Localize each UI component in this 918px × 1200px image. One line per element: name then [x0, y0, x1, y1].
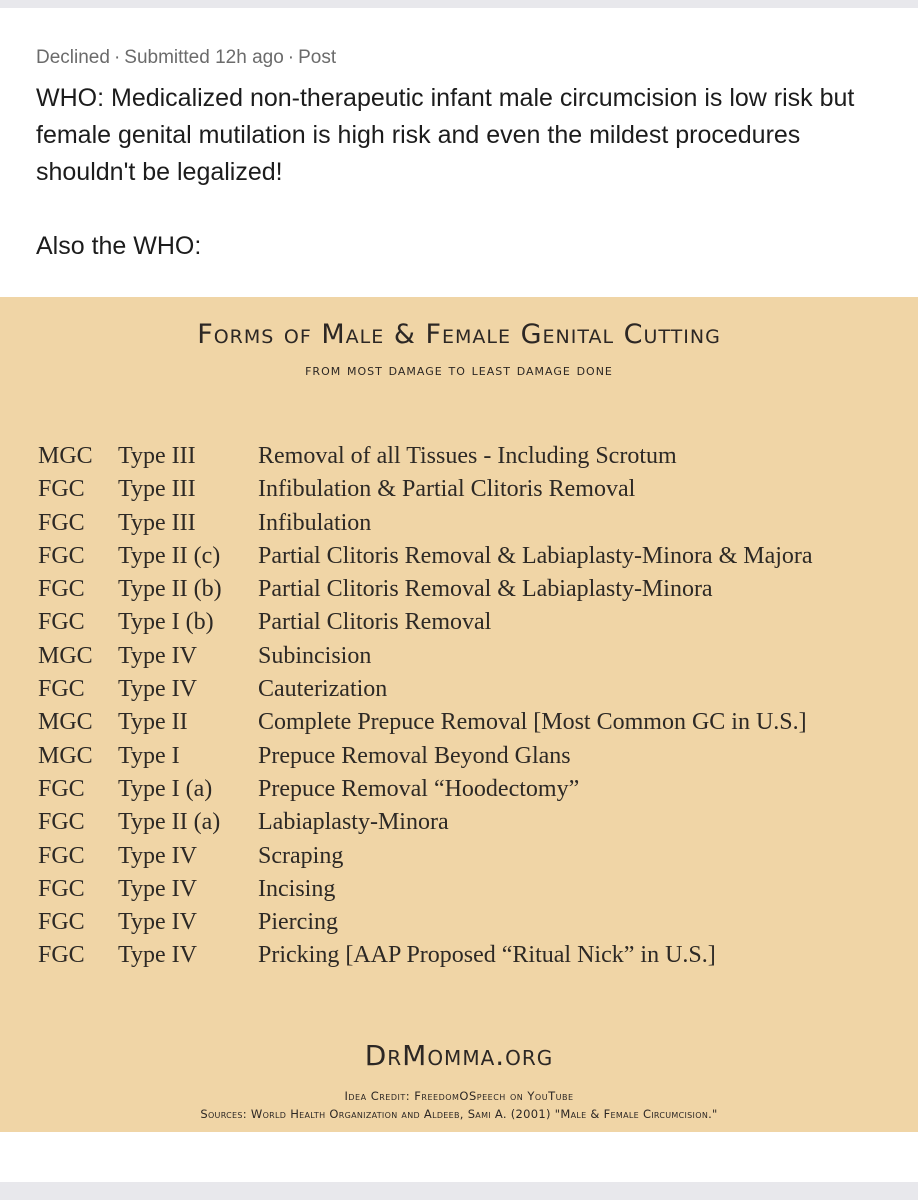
table-row [38, 843, 908, 876]
table-row [38, 942, 908, 975]
row-type: Type IV [118, 642, 197, 669]
row-description: Infibulation & Partial Clitoris Removal [258, 476, 636, 503]
row-category: MGC [38, 709, 93, 736]
row-type: Type II (b) [118, 576, 222, 603]
row-description: Scraping [258, 842, 344, 869]
row-type: Type I (a) [118, 775, 213, 802]
row-type: Type III [118, 509, 196, 536]
table-row [38, 643, 908, 676]
meta-separator: · [113, 47, 121, 68]
meta-separator: · [287, 47, 295, 68]
table-row [38, 743, 908, 776]
post-submitted-time: Submitted 12h ago [124, 47, 284, 68]
row-category: FGC [38, 942, 85, 969]
image-site-name: DrMomma.org [364, 1039, 554, 1072]
post-body [36, 80, 896, 265]
table-row [38, 676, 908, 709]
row-type: Type I (b) [118, 609, 214, 636]
row-category: FGC [38, 842, 85, 869]
row-type: Type IV [118, 875, 197, 902]
row-description: Partial Clitoris Removal & Labiaplasty-Minora [258, 576, 713, 603]
table-row [38, 609, 908, 642]
post-meta [36, 46, 336, 70]
row-type: Type IV [118, 676, 197, 703]
row-category: FGC [38, 476, 85, 503]
row-description: Subincision [258, 642, 372, 669]
row-category: FGC [38, 775, 85, 802]
row-type: Type II (c) [118, 542, 221, 569]
row-description: Piercing [258, 909, 338, 936]
row-description: Labiaplasty-Minora [258, 809, 449, 836]
row-description: Removal of all Tissues - Including Scrotum [258, 443, 677, 469]
bottom-separator-strip [0, 1182, 918, 1200]
row-category: FGC [38, 875, 85, 902]
table-row [38, 510, 908, 543]
post-paragraph: Also the WHO: [36, 232, 202, 260]
post-card [0, 8, 918, 1182]
row-category: FGC [38, 809, 85, 836]
table-row [38, 443, 908, 476]
table-row [38, 543, 908, 576]
row-description: Prepuce Removal “Hoodectomy” [258, 775, 580, 802]
row-description: Cauterization [258, 676, 388, 703]
row-type: Type I [118, 742, 180, 769]
row-description: Pricking [AAP Proposed “Ritual Nick” in U.S.] [258, 942, 716, 969]
row-type: Type III [118, 476, 196, 503]
row-description: Incising [258, 875, 336, 902]
post-paragraph: WHO: Medicalized non-therapeutic infant male circumcision is low risk but female genital mutilation is high risk and even the mildest procedures shouldn't be legalized! [36, 84, 855, 186]
attached-image[interactable] [0, 297, 918, 1132]
row-category: FGC [38, 609, 85, 636]
row-category: MGC [38, 642, 93, 669]
top-separator-strip [0, 0, 918, 8]
table-row [38, 576, 908, 609]
row-type: Type III [118, 443, 196, 469]
row-type: Type II (a) [118, 809, 221, 836]
image-sources: Sources: World Health Organization and Aldeeb, Sami A. (2001) "Male & Female Circumcision." [200, 1107, 718, 1121]
row-category: FGC [38, 509, 85, 536]
row-type: Type II [118, 709, 188, 736]
table-row [38, 809, 908, 842]
row-category: MGC [38, 742, 93, 769]
row-description: Complete Prepuce Removal [Most Common GC in U.S.] [258, 709, 807, 736]
forms-table [38, 443, 908, 976]
table-row [38, 876, 908, 909]
table-row [38, 909, 908, 942]
image-credit: Idea Credit: FreedomOSpeech on YouTube [344, 1089, 574, 1103]
row-description: Prepuce Removal Beyond Glans [258, 742, 571, 769]
row-description: Infibulation [258, 509, 372, 536]
row-category: FGC [38, 909, 85, 936]
row-type: Type IV [118, 842, 197, 869]
row-description: Partial Clitoris Removal [258, 609, 492, 636]
row-type: Type IV [118, 909, 197, 936]
table-row [38, 476, 908, 509]
row-category: FGC [38, 676, 85, 703]
post-type: Post [298, 47, 337, 68]
row-description: Partial Clitoris Removal & Labiaplasty-Minora & Majora [258, 542, 813, 569]
image-title: Forms of Male & Female Genital Cutting [197, 319, 721, 350]
table-row [38, 709, 908, 742]
image-subtitle: from most damage to least damage done [305, 361, 613, 379]
row-category: MGC [38, 443, 93, 469]
post-status: Declined [36, 47, 110, 68]
row-type: Type IV [118, 942, 197, 969]
row-category: FGC [38, 542, 85, 569]
row-category: FGC [38, 576, 85, 603]
table-row [38, 776, 908, 809]
